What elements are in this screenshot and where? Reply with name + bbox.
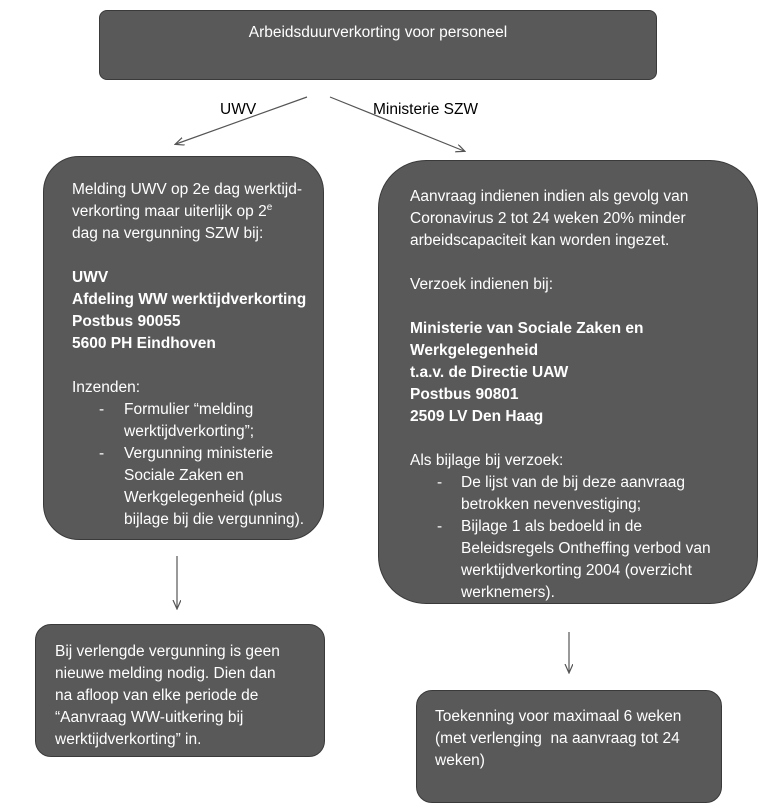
uwv-box <box>43 156 324 540</box>
szw-address-line-5: 2509 LV Den Haag <box>410 408 544 425</box>
grant-box <box>416 690 722 803</box>
title-box <box>99 10 657 80</box>
uwv-address-line-3: Postbus 90055 <box>72 313 181 330</box>
uwv-superscript-e: e <box>266 202 273 213</box>
extension-box <box>35 624 325 757</box>
extension-line-2: nieuwe melding nodig. Dien dan <box>55 665 276 682</box>
extension-line-3: na afloop van elke periode de <box>55 687 259 704</box>
szw-intro-line-2: Coronavirus 2 tot 24 weken 20% minder <box>410 210 686 227</box>
szw-submit-label: Verzoek indienen bij: <box>410 276 554 293</box>
bullet-dash: - <box>437 518 443 535</box>
uwv-address-line-4: 5600 PH Eindhoven <box>72 335 216 352</box>
uwv-intro-line-2: verkorting maar uiterlijk op 2e <box>72 202 273 220</box>
szw-address-line-1: Ministerie van Sociale Zaken en <box>410 320 644 337</box>
bullet-dash: - <box>99 445 105 462</box>
szw-intro-line-1: Aanvraag indienen indien als gevolg van <box>410 188 689 205</box>
uwv-intro-line-1: Melding UWV op 2e dag werktijd- <box>72 181 303 198</box>
uwv-send-label: Inzenden: <box>72 379 141 396</box>
list-item: - Vergunning ministerie Sociale Zaken en Werkgelegenheid (plus bijlage bij die vergunning). <box>99 445 305 528</box>
edge-label-szw: Ministerie SZW <box>373 101 479 118</box>
bullet-dash: - <box>437 474 443 491</box>
list-item: - Formulier “melding werktijdverkorting”; <box>99 401 255 440</box>
szw-attach-list <box>410 472 745 604</box>
uwv-address-line-2: Afdeling WW werktijdverkorting <box>72 291 307 308</box>
szw-box <box>378 160 758 604</box>
extension-line-1: Bij verlengde vergunning is geen <box>55 643 280 660</box>
diagram-title: Arbeidsduurverkorting voor personeel <box>248 24 508 41</box>
uwv-intro-line-3: dag na vergunning SZW bij: <box>72 225 264 242</box>
extension-line-4: “Aanvraag WW-uitkering bij <box>55 709 244 726</box>
list-item: - De lijst van de bij deze aanvraag betrokken nevenvestiging; <box>437 474 686 513</box>
grant-line-1: Toekenning voor maximaal 6 weken <box>435 708 682 725</box>
grant-line-2: (met verlenging na aanvraag tot 24 <box>435 730 680 747</box>
szw-address-line-3: t.a.v. de Directie UAW <box>410 364 569 381</box>
edge-label-uwv: UWV <box>220 101 257 118</box>
extension-line-5: werktijdverkorting” in. <box>55 731 202 748</box>
szw-address-line-4: Postbus 90801 <box>410 386 519 403</box>
szw-address-line-2: Werkgelegenheid <box>410 342 539 359</box>
szw-attach-label: Als bijlage bij verzoek: <box>410 452 564 469</box>
bullet-dash: - <box>99 401 105 418</box>
grant-line-3: weken) <box>435 752 485 769</box>
szw-intro-line-3: arbeidscapaciteit kan worden ingezet. <box>410 232 670 249</box>
uwv-address-line-1: UWV <box>72 269 109 286</box>
uwv-send-list <box>72 399 313 531</box>
list-item: - Bijlage 1 als bedoeld in de Beleidsregels Ontheffing verbod van werktijdverkorting 2004 (overzicht werknemers). <box>437 518 711 601</box>
